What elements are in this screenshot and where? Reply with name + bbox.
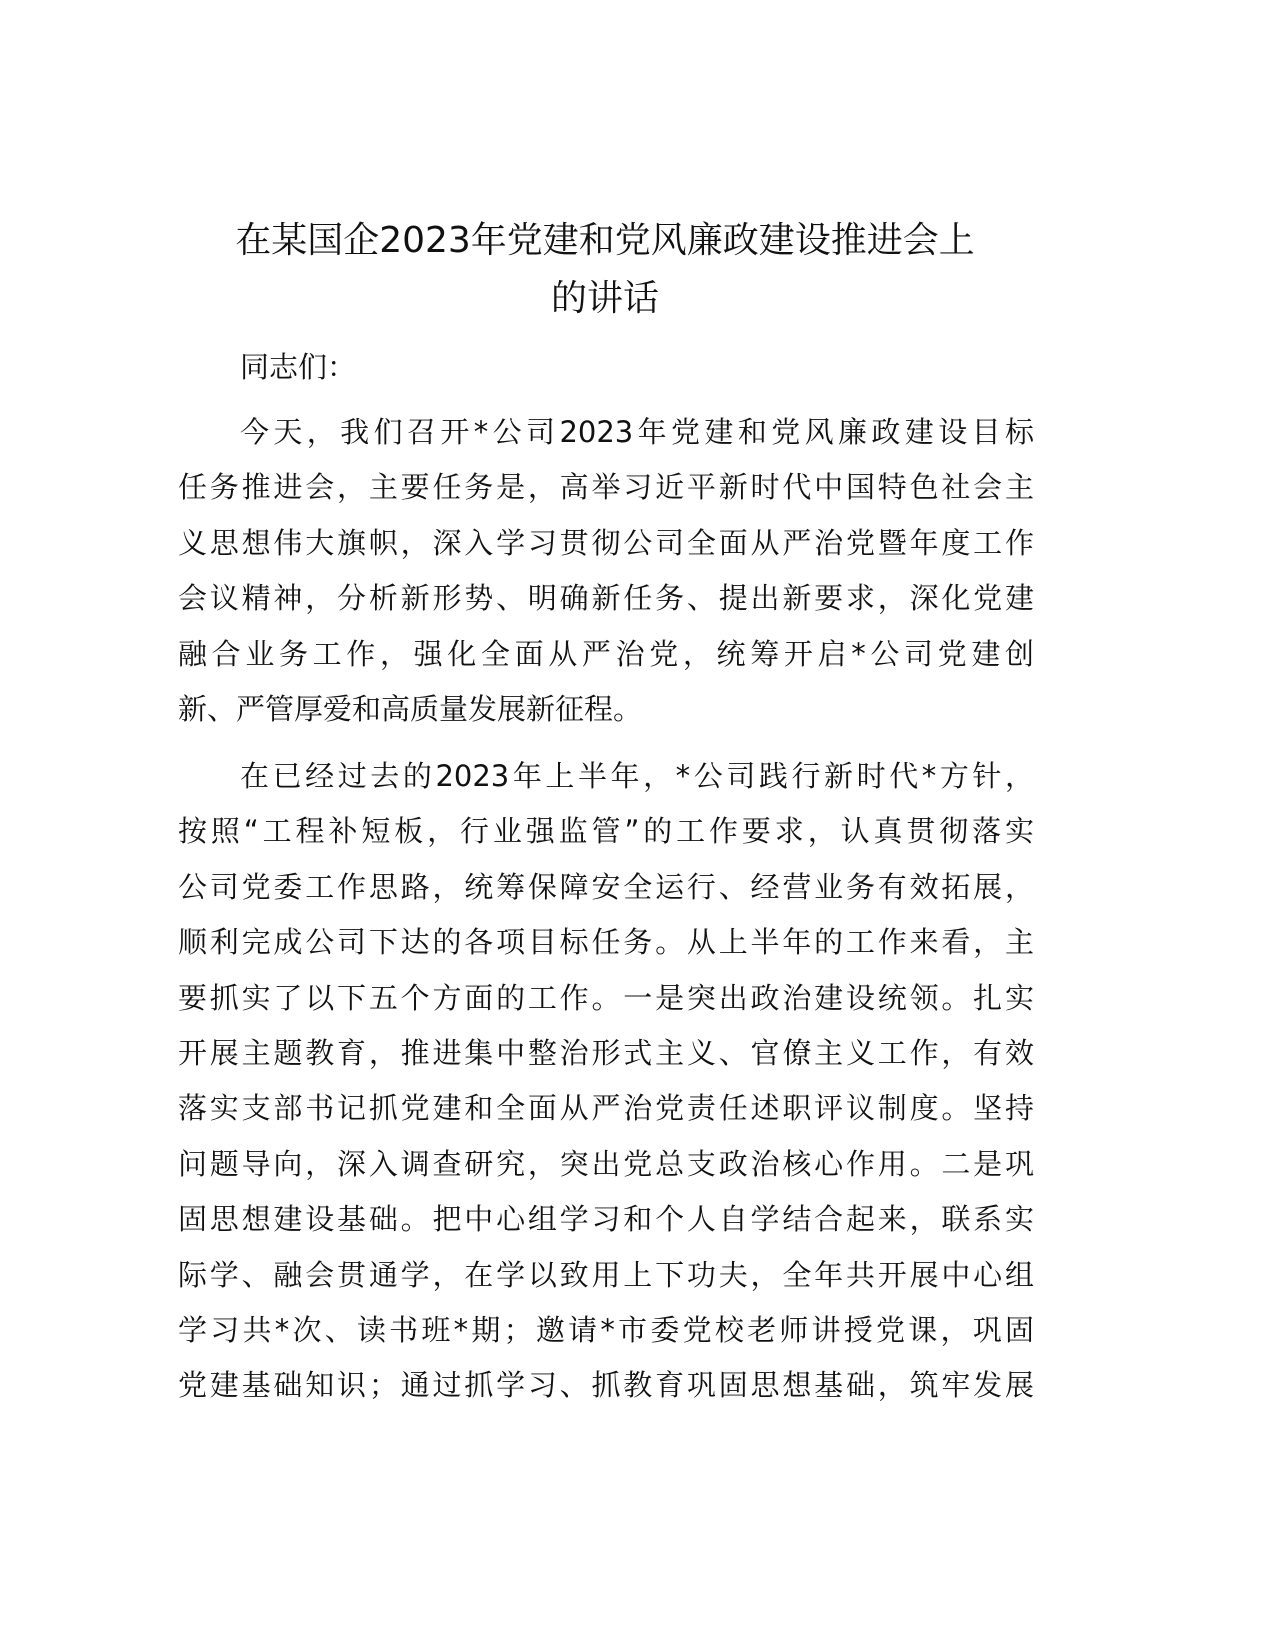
paragraph-line: 顺利完成公司下达的各项目标任务。从上半年的工作来看，主 — [178, 925, 1034, 960]
paragraph-line: 义思想伟大旗帜，深入学习贯彻公司全面从严治党暨年度工作 — [178, 525, 1034, 560]
paragraph-line: 按照“工程补短板，行业强监管”的工作要求，认真贯彻落实 — [178, 814, 1034, 849]
paragraph-line: 落实支部书记抓党建和全面从严治党责任述职评议制度。坚持 — [178, 1091, 1034, 1126]
paragraph-1 — [178, 405, 1034, 737]
paragraph-line: 学习共*次、读书班*期；邀请*市委党校老师讲授党课，巩固 — [178, 1312, 1034, 1347]
paragraph-line: 党建基础知识；通过抓学习、抓教育巩固思想基础，筑牢发展 — [178, 1368, 1034, 1403]
paragraph-line: 问题导向，深入调查研究，突出党总支政治核心作用。二是巩 — [178, 1146, 1034, 1181]
paragraph-2 — [178, 749, 1034, 1414]
paragraph-line: 公司党委工作思路，统筹保障安全运行、经营业务有效拓展， — [178, 869, 1034, 904]
paragraph-line: 固思想建设基础。把中心组学习和个人自学结合起来，联系实 — [178, 1202, 1034, 1237]
title-line: 在某国企2023年党建和党风廉政建设推进会上 — [235, 220, 975, 261]
greeting: 同志们： — [240, 350, 357, 384]
paragraph-line: 会议精神，分析新形势、明确新任务、提出新要求，深化党建 — [178, 581, 1034, 616]
document-title — [170, 212, 1040, 328]
paragraph-line: 今天，我们召开*公司2023年党建和党风廉政建设目标 — [240, 415, 1034, 449]
paragraph-line: 新、严管厚爱和高质量发展新征程。 — [178, 691, 643, 726]
paragraph-line: 在已经过去的2023年上半年，*公司践行新时代*方针， — [240, 759, 1034, 793]
title-line: 的讲话 — [550, 278, 659, 319]
paragraph-line: 任务推进会，主要任务是，高举习近平新时代中国特色社会主 — [178, 470, 1034, 505]
paragraph-line: 际学、融会贯通学，在学以致用上下功夫，全年共开展中心组 — [178, 1257, 1034, 1292]
paragraph-line: 开展主题教育，推进集中整治形式主义、官僚主义工作，有效 — [178, 1035, 1034, 1070]
paragraph-line: 要抓实了以下五个方面的工作。一是突出政治建设统领。扎实 — [178, 980, 1034, 1015]
paragraph-line: 融合业务工作，强化全面从严治党，统筹开启*公司党建创 — [178, 636, 1034, 671]
